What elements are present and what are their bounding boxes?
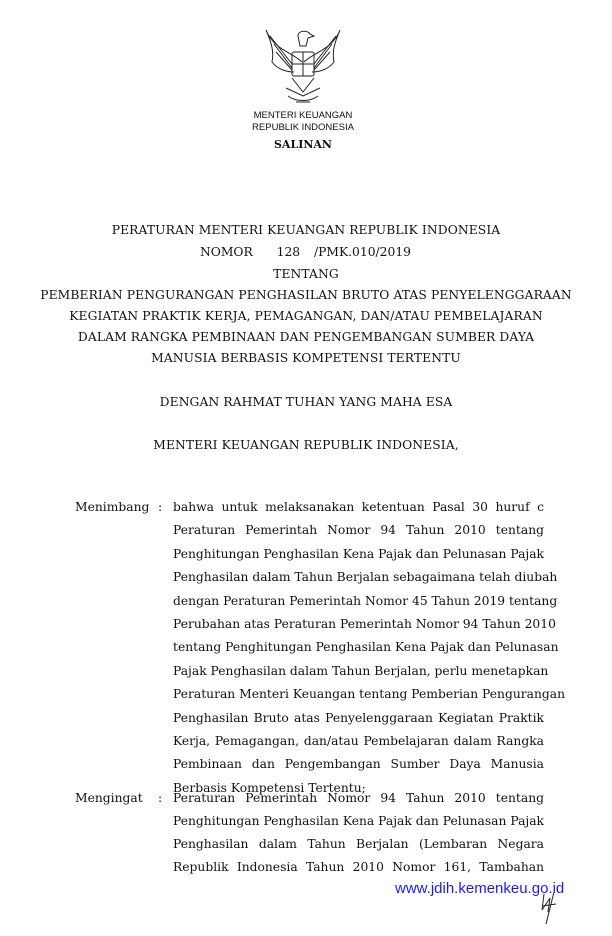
nomor-suffix: /PMK.010/2019 [313, 245, 411, 259]
mengingat-label: Mengingat [75, 791, 143, 805]
authority: MENTERI KEUANGAN REPUBLIK INDONESIA, [153, 438, 459, 452]
paragraph-line: Pajak Penghasilan dalam Tahun Berjalan, perlu menetapkan [173, 663, 549, 678]
menimbang-label: Menimbang [75, 500, 150, 514]
letterhead-line1: MENTERI KEUANGAN [253, 110, 353, 121]
invocation: DENGAN RAHMAT TUHAN YANG MAHA ESA [159, 395, 453, 409]
paragraph-line: bahwa untuk melaksanakan ketentuan Pasal 30 huruf c [173, 500, 544, 514]
paragraph-line: Perubahan atas Peraturan Pemerintah Nomor 94 Tahun 2010 [173, 617, 556, 631]
tentang-heading: TENTANG [273, 267, 339, 281]
paragraph-line: Penghasilan Bruto atas Penyelenggaraan Kegiatan Praktik [173, 710, 544, 725]
paragraph-line: Penghitungan Penghasilan Kena Pajak dan Pelunasan Pajak [173, 546, 544, 561]
regulation-number [200, 245, 411, 259]
regulation-title: PERATURAN MENTERI KEUANGAN REPUBLIK INDONESIA [111, 223, 501, 237]
paragraph-line: Peraturan Menteri Keuangan tentang Pemberian Pengurangan [173, 687, 566, 702]
nomor-value: 128 [276, 245, 301, 259]
paragraph-line: Peraturan Pemerintah Nomor 94 Tahun 2010 tentang [173, 523, 544, 538]
paragraph-line: Kerja, Pemagangan, dan/atau Pembelajaran dalam Rangka [173, 734, 544, 748]
subject-line: DALAM RANGKA PEMBINAAN DAN PENGEMBANGAN SUMBER DAYA [77, 330, 535, 344]
paragraph-line: Penghitungan Penghasilan Kena Pajak dan Pelunasan Pajak [173, 814, 544, 828]
paragraph-line: Penghasilan dalam Tahun Berjalan (Lembaran Negara [173, 837, 544, 851]
nomor-label: NOMOR [200, 245, 253, 259]
subject-line: MANUSIA BERBASIS KOMPETENSI TERTENTU [151, 351, 461, 365]
jdih-url-link[interactable]: www.jdih.kemenkeu.go.id [395, 880, 565, 897]
paragraph-line: dengan Peraturan Pemerintah Nomor 45 Tahun 2019 tentang [173, 593, 558, 608]
paragraph-line: Pembinaan dan Pengembangan Sumber Daya Manusia [173, 757, 544, 772]
paragraph-line: tentang Penghitungan Penghasilan Kena Pajak dan Pelunasan [173, 640, 559, 655]
menimbang-colon: : [158, 500, 163, 514]
paragraph-line: Berbasis Kompetensi Tertentu; [173, 780, 366, 795]
subject-line: PEMBERIAN PENGURANGAN PENGHASILAN BRUTO ATAS PENYELENGGARAAN [40, 288, 572, 302]
paragraph-line: Penghasilan dalam Tahun Berjalan sebagaimana telah diubah [173, 570, 558, 585]
paragraph-line: Republik Indonesia Tahun 2010 Nomor 161, Tambahan [173, 860, 544, 874]
garuda-emblem-icon [262, 22, 344, 106]
initial-signature-icon [540, 890, 558, 926]
letterhead-line2: REPUBLIK INDONESIA [252, 122, 354, 133]
salinan-stamp: SALINAN [273, 138, 332, 151]
paragraph-line: Peraturan Pemerintah Nomor 94 Tahun 2010 tentang [173, 791, 544, 805]
subject-line: KEGIATAN PRAKTIK KERJA, PEMAGANGAN, DAN/ATAU PEMBELAJARAN [69, 309, 543, 323]
mengingat-colon: : [158, 791, 163, 805]
